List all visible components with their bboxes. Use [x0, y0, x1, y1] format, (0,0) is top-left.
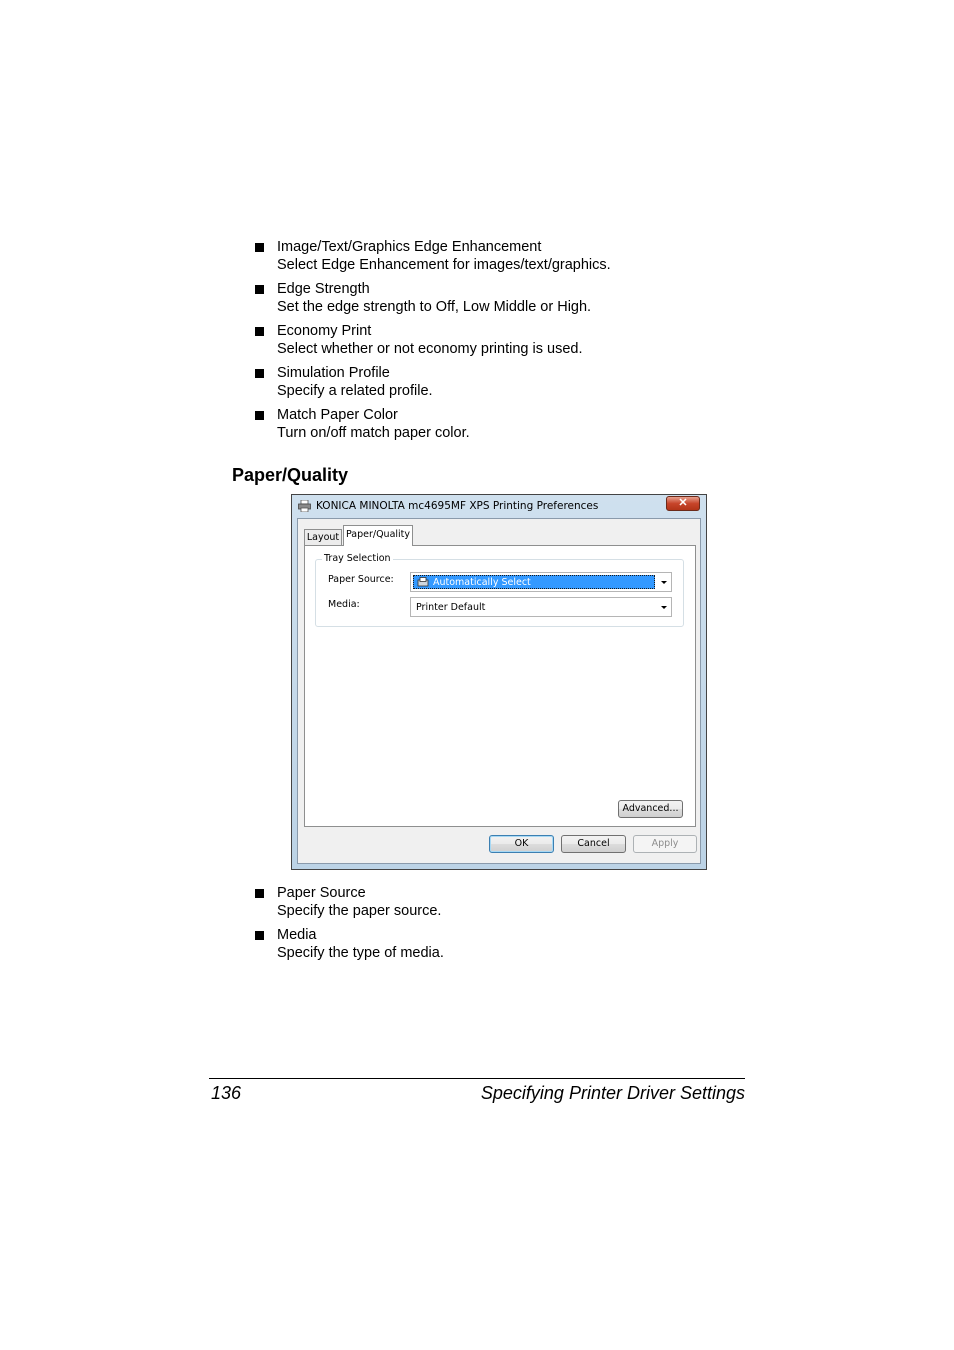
option-description: Select Edge Enhancement for images/text/graphics. — [277, 257, 611, 273]
option-description: Set the edge strength to Off, Low Middle or High. — [277, 299, 592, 315]
paper-source-dropdown[interactable] — [410, 572, 672, 592]
media-label: Media: — [328, 599, 360, 610]
printing-preferences-dialog — [291, 494, 707, 870]
printer-icon — [298, 500, 311, 512]
option-item — [253, 406, 773, 442]
tab-panel-paper-quality — [304, 545, 696, 827]
options-list-bottom — [253, 884, 773, 968]
option-description: Specify the paper source. — [277, 903, 442, 919]
option-title: Image/Text/Graphics Edge Enhancement — [277, 239, 542, 255]
option-title: Match Paper Color — [277, 407, 398, 423]
chevron-down-icon — [661, 581, 667, 584]
group-label: Tray Selection — [324, 553, 391, 564]
bullet-square-icon — [255, 369, 264, 378]
paper-tray-icon — [417, 577, 429, 588]
option-item — [253, 884, 773, 920]
advanced-button[interactable]: Advanced... — [618, 800, 683, 818]
bullet-square-icon — [255, 327, 264, 336]
footer-divider — [209, 1078, 745, 1079]
page-number: 136 — [211, 1083, 242, 1103]
dialog-client-area — [297, 518, 701, 864]
paper-source-value: Automatically Select — [433, 577, 531, 588]
apply-button[interactable]: Apply — [633, 835, 697, 853]
paper-source-selected — [413, 575, 655, 589]
option-item — [253, 926, 773, 962]
option-title: Paper Source — [277, 885, 366, 901]
tab-paper-quality[interactable]: Paper/Quality — [343, 525, 413, 546]
tab-layout[interactable]: Layout — [304, 529, 342, 546]
option-title: Economy Print — [277, 323, 372, 339]
dialog-title: KONICA MINOLTA mc4695MF XPS Printing Preferences — [316, 500, 599, 512]
option-title: Edge Strength — [277, 281, 370, 297]
chevron-down-icon — [661, 606, 667, 609]
option-item — [253, 280, 773, 316]
media-dropdown[interactable] — [410, 597, 672, 617]
option-title: Media — [277, 927, 317, 943]
dialog-title-bar[interactable] — [292, 495, 706, 517]
option-item — [253, 322, 773, 358]
media-value: Printer Default — [416, 602, 486, 613]
option-item — [253, 238, 773, 274]
option-description: Select whether or not economy printing is used. — [277, 341, 583, 357]
paper-source-label: Paper Source: — [328, 574, 394, 585]
bullet-square-icon — [255, 889, 264, 898]
tray-selection-group — [315, 553, 684, 627]
option-description: Specify a related profile. — [277, 383, 433, 399]
bullet-square-icon — [255, 411, 264, 420]
close-button[interactable]: ✕ — [666, 496, 700, 511]
option-description: Turn on/off match paper color. — [277, 425, 470, 441]
section-heading: Paper/Quality — [232, 465, 349, 485]
option-description: Specify the type of media. — [277, 945, 444, 961]
bullet-square-icon — [255, 931, 264, 940]
chapter-title: Specifying Printer Driver Settings — [480, 1083, 745, 1103]
bullet-square-icon — [255, 285, 264, 294]
ok-button[interactable]: OK — [489, 835, 554, 853]
cancel-button[interactable]: Cancel — [561, 835, 626, 853]
bullet-square-icon — [255, 243, 264, 252]
option-item — [253, 364, 773, 400]
options-list-top — [253, 238, 773, 448]
option-title: Simulation Profile — [277, 365, 390, 381]
